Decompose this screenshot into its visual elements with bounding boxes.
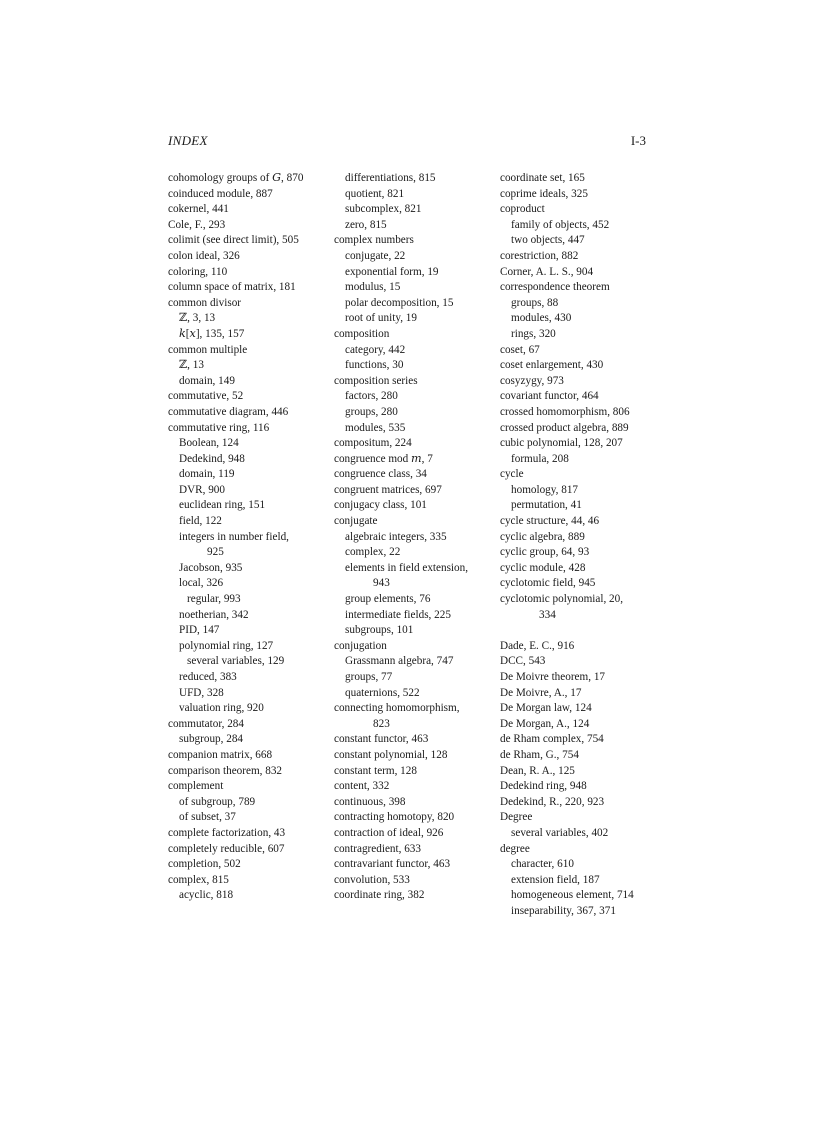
index-entry: common divisor: [168, 296, 242, 309]
index-entry: compositum, 224: [334, 437, 412, 450]
index-entry: commutative diagram, 446: [168, 405, 289, 418]
index-subentry: groups, 77: [345, 671, 393, 683]
index-entry: De Morgan, A., 124: [500, 717, 590, 730]
index-entry: congruent matrices, 697: [334, 483, 442, 496]
index-subentry: family of objects, 452: [511, 218, 610, 231]
index-entry: complex, 815: [168, 873, 229, 886]
index-entry: correspondence theorem: [500, 281, 610, 294]
index-entry: Degree: [500, 811, 533, 824]
index-subentry: groups, 280: [345, 405, 398, 418]
index-entry: Dean, R. A., 125: [500, 764, 575, 777]
index-subentry: regular, 993: [187, 593, 241, 606]
index-entry: cycle structure, 44, 46: [500, 515, 600, 528]
index-entry: De Moivre, A., 17: [500, 686, 582, 699]
index-entry: contraction of ideal, 926: [334, 826, 444, 839]
index-subentry: several variables, 402: [511, 826, 609, 839]
index-subentry: ℤ, 3, 13: [179, 312, 216, 325]
index-subentry: quotient, 821: [345, 187, 405, 200]
index-subentry: groups, 88: [511, 296, 559, 309]
index-entry: De Moivre theorem, 17: [500, 671, 606, 683]
index-subentry: formula, 208: [511, 452, 569, 465]
index-entry: de Rham complex, 754: [500, 733, 604, 746]
index-entry: cokernel, 441: [168, 203, 229, 216]
index-entry: cycle: [500, 468, 524, 481]
index-subentry: polynomial ring, 127: [179, 639, 274, 652]
index-entry: complex numbers: [334, 234, 414, 247]
index-entry: companion matrix, 668: [168, 748, 273, 761]
index-subentry: root of unity, 19: [345, 312, 417, 325]
index-entry: coset, 67: [500, 343, 540, 356]
index-subentry: PID, 147: [179, 624, 220, 637]
index-entry: complement: [168, 780, 224, 793]
index-subentry: of subgroup, 789: [179, 795, 256, 808]
index-subentry: Boolean, 124: [179, 437, 239, 450]
index-subentry: character, 610: [511, 858, 574, 871]
index-subentry: functions, 30: [345, 359, 404, 372]
index-entry: cyclotomic polynomial, 20,: [500, 593, 624, 606]
index-subentry: complex, 22: [345, 546, 401, 559]
index-entry: conjugation: [334, 639, 387, 652]
index-entry: coordinate set, 165: [500, 172, 585, 184]
index-subentry: field, 122: [179, 515, 222, 528]
index-entry: coordinate ring, 382: [334, 889, 425, 902]
index-entry: convolution, 533: [334, 873, 410, 886]
index-entry-continuation: 925: [207, 546, 224, 559]
index-entry: completion, 502: [168, 858, 241, 871]
index-entry: coproduct: [500, 203, 545, 216]
index-entry: colon ideal, 326: [168, 249, 240, 262]
index-subentry: modulus, 15: [345, 281, 401, 294]
index-subentry: modules, 535: [345, 421, 406, 434]
index-entry: column space of matrix, 181: [168, 281, 296, 294]
index-entry: crossed product algebra, 889: [500, 421, 629, 434]
index-subentry: exponential form, 19: [345, 265, 439, 278]
index-subentry: noetherian, 342: [179, 608, 249, 621]
index-subentry: homogeneous element, 714: [511, 889, 634, 902]
page-number: I-3: [630, 133, 646, 148]
index-subentry: several variables, 129: [187, 655, 285, 668]
index-subentry: subgroups, 101: [345, 624, 414, 637]
index-entry: conjugacy class, 101: [334, 499, 427, 512]
index-entry: Cole, F., 293: [168, 218, 226, 231]
index-subentry: inseparability, 367, 371: [511, 904, 616, 917]
index-entry: cyclic algebra, 889: [500, 530, 585, 543]
index-subentry: domain, 119: [179, 468, 235, 481]
index-subentry: quaternions, 522: [345, 686, 420, 699]
index-subentry: homology, 817: [511, 483, 579, 496]
index-entry: De Morgan law, 124: [500, 702, 592, 715]
index-entry: coset enlargement, 430: [500, 359, 604, 372]
index-entry: contravariant functor, 463: [334, 858, 451, 871]
index-subentry: of subset, 37: [179, 811, 236, 824]
index-entry: connecting homomorphism,: [334, 702, 460, 715]
index-entry: degree: [500, 842, 530, 855]
index-subentry: elements in field extension,: [345, 561, 469, 574]
index-subentry: DVR, 900: [179, 483, 225, 496]
index-entry: conjugate: [334, 515, 378, 528]
index-entry: complete factorization, 43: [168, 826, 286, 839]
index-entry-continuation: 943: [373, 577, 390, 590]
index-subentry: 𝑘[𝑥], 135, 157: [179, 327, 245, 340]
index-entry: DCC, 543: [500, 655, 546, 668]
index-subentry: reduced, 383: [179, 671, 237, 683]
index-subentry: Jacobson, 935: [179, 561, 243, 574]
index-subentry: two objects, 447: [511, 234, 585, 247]
index-entry: continuous, 398: [334, 795, 406, 808]
index-subentry: rings, 320: [511, 327, 556, 340]
index-entry: coprime ideals, 325: [500, 187, 588, 200]
index-entry: cosyzygy, 973: [500, 374, 564, 387]
index-subentry: extension field, 187: [511, 873, 600, 886]
index-entry: constant polynomial, 128: [334, 748, 448, 761]
index-entry: coinduced module, 887: [168, 187, 273, 200]
index-subentry: euclidean ring, 151: [179, 499, 266, 512]
index-entry: corestriction, 882: [500, 249, 579, 262]
index-entry: constant functor, 463: [334, 733, 429, 746]
index-subentry: ℤ, 13: [179, 359, 204, 372]
index-subentry: subcomplex, 821: [345, 203, 422, 216]
index-entry: cohomology groups of 𝐺, 870: [168, 172, 304, 184]
index-subentry: differentiations, 815: [345, 172, 436, 184]
index-subentry: permutation, 41: [511, 499, 582, 512]
index-entry: constant term, 128: [334, 764, 417, 777]
index-entry: composition: [334, 327, 390, 340]
index-entry: commutator, 284: [168, 717, 244, 730]
index-entry: Corner, A. L. S., 904: [500, 265, 594, 278]
index-entry: cyclic group, 64, 93: [500, 546, 590, 559]
index-entry: commutative, 52: [168, 390, 244, 403]
page-header: [168, 133, 646, 151]
index-subentry: domain, 149: [179, 374, 235, 387]
index-entry-continuation: 334: [539, 608, 556, 621]
index-column-1: [168, 171, 328, 904]
letter-section-gap: [500, 623, 660, 639]
index-subentry: zero, 815: [345, 218, 387, 231]
index-entry: commutative ring, 116: [168, 421, 270, 434]
index-subentry: valuation ring, 920: [179, 702, 264, 715]
index-entry: congruence class, 34: [334, 468, 427, 481]
index-entry: cubic polynomial, 128, 207: [500, 437, 623, 450]
index-subentry: category, 442: [345, 343, 406, 356]
index-subentry: algebraic integers, 335: [345, 530, 447, 543]
index-entry: composition series: [334, 374, 418, 387]
index-entry: de Rham, G., 754: [500, 748, 579, 761]
index-entry: content, 332: [334, 780, 390, 793]
running-title: INDEX: [168, 133, 208, 148]
index-entry: contragredient, 633: [334, 842, 421, 855]
index-subentry: polar decomposition, 15: [345, 296, 454, 309]
index-entry: colimit (see direct limit), 505: [168, 234, 299, 247]
index-entry: Dedekind, R., 220, 923: [500, 795, 605, 808]
index-column-3: [500, 171, 660, 920]
index-subentry: intermediate fields, 225: [345, 608, 451, 621]
index-subentry: factors, 280: [345, 390, 398, 403]
index-subentry: group elements, 76: [345, 593, 431, 606]
index-subentry: UFD, 328: [179, 686, 224, 699]
index-entry-continuation: 823: [373, 717, 390, 730]
index-entry: common multiple: [168, 343, 248, 356]
index-subentry: acyclic, 818: [179, 889, 234, 902]
index-subentry: local, 326: [179, 577, 224, 590]
index-entry: congruence mod 𝑚, 7: [334, 452, 433, 465]
index-entry: Dedekind ring, 948: [500, 780, 587, 793]
index-entry: coloring, 110: [168, 265, 228, 278]
index-subentry: subgroup, 284: [179, 733, 244, 746]
index-entry: cyclotomic field, 945: [500, 577, 596, 590]
index-subentry: Dedekind, 948: [179, 452, 245, 465]
index-entry: covariant functor, 464: [500, 390, 599, 403]
index-column-2: [334, 171, 494, 904]
index-subentry: Grassmann algebra, 747: [345, 655, 454, 668]
index-subentry: modules, 430: [511, 312, 572, 325]
index-subentry: integers in number field,: [179, 530, 289, 543]
index-subentry: conjugate, 22: [345, 249, 406, 262]
index-entry: cyclic module, 428: [500, 561, 586, 574]
index-entry: Dade, E. C., 916: [500, 639, 575, 652]
index-entry: completely reducible, 607: [168, 842, 285, 855]
index-entry: crossed homomorphism, 806: [500, 405, 630, 418]
index-entry: comparison theorem, 832: [168, 764, 283, 777]
index-entry: contracting homotopy, 820: [334, 811, 455, 824]
